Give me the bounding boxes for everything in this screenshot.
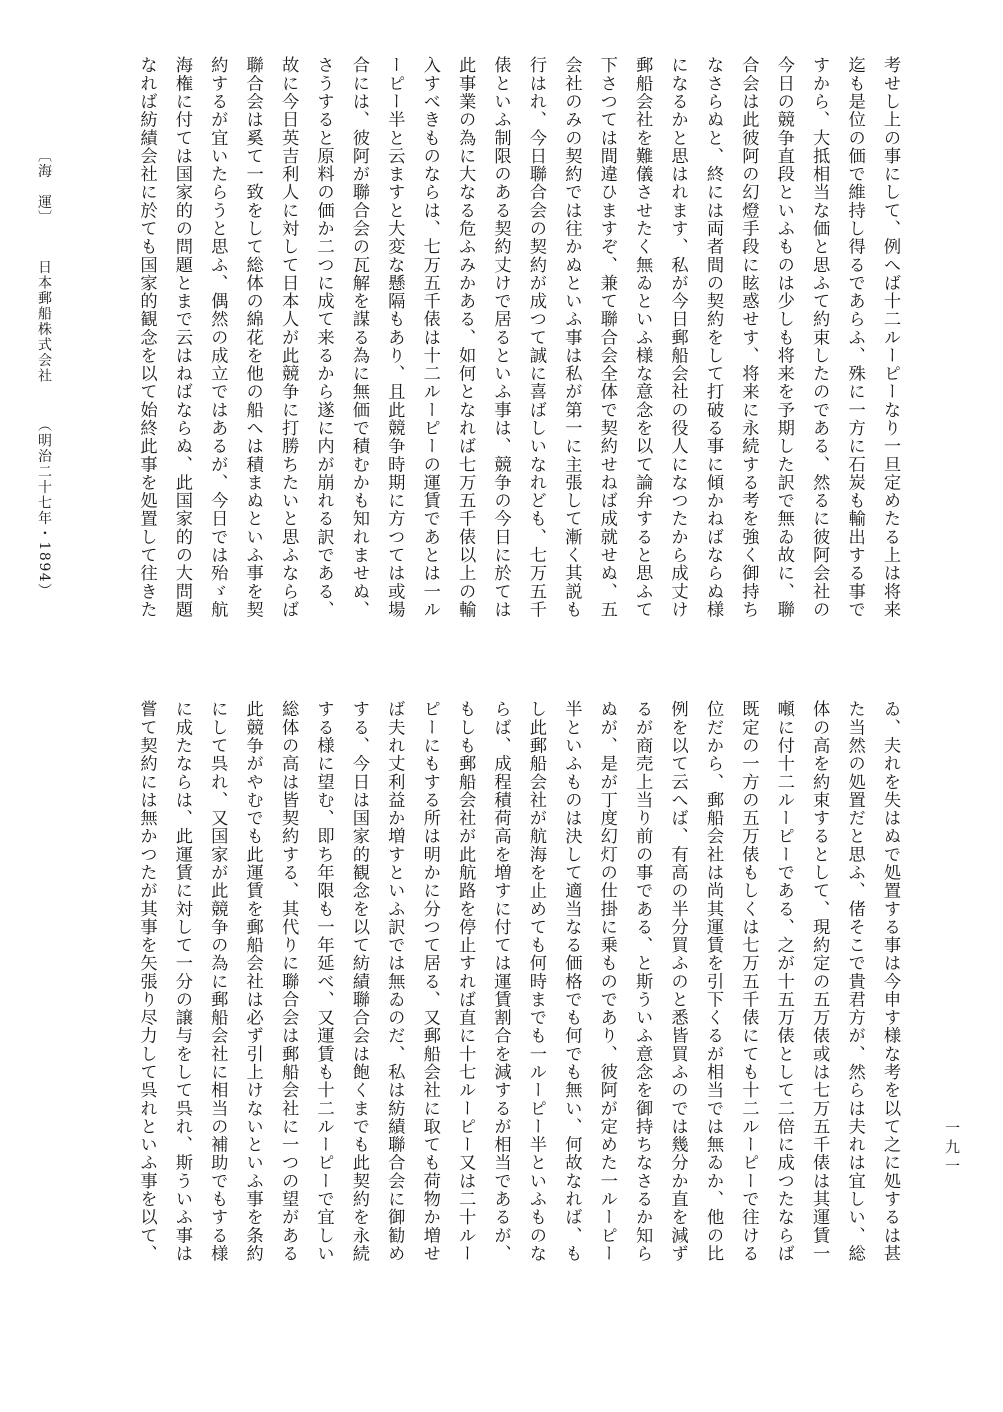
text-line: ゐ、夫れを失はぬで処置する事は今申す様な考を以て之に処するは甚 bbox=[880, 700, 900, 1263]
text-line: 半といふものは決して適当なる価格でも何でも無い、何故なれば、も bbox=[561, 700, 582, 1263]
text-line: にして呉れ、又国家が此競争の為に郵船会社に相当の補助でもする様 bbox=[207, 700, 228, 1263]
header-section-label: 〔海 運〕 bbox=[36, 148, 52, 226]
text-line: 会社のみの契約では往かぬといふ事は私が第一に主張して漸く其説も bbox=[561, 56, 582, 619]
text-line: 約するが宜いたらうと思ふ、偶然の成立ではあるが、今日では殆ゞ航 bbox=[207, 56, 228, 619]
text-line: るが商売上当り前の事である、と斯ういふ意念を御持ちなさるか知ら bbox=[632, 700, 653, 1263]
text-line: に成たならは、此運賃に対して一分の譲与をして呉れ、斯ういふ事は bbox=[171, 700, 192, 1263]
text-line: 今日の競争直段といふものは少しも将来を予期した訳で無ゐ故に、聯 bbox=[773, 56, 794, 619]
text-line: もしも郵船会社が此航路を停止すれば直に十七ルーピー又は二十ルー bbox=[455, 700, 476, 1263]
running-header bbox=[24, 148, 54, 618]
text-line: する様に望む、即ち年限も一年延べ、又運賃も十二ルーピーで宜しい bbox=[313, 700, 334, 1263]
text-line: ピーにもする所は明かに分つて居る、又郵船会社に取ても荷物か増せ bbox=[419, 700, 440, 1263]
text-line: なさらぬと、終には両者間の契約をして打破る事に傾かねばならぬ様 bbox=[702, 56, 723, 619]
lower-text-block bbox=[95, 700, 907, 1310]
text-line: 聯合会は奚て一致をして総体の綿花を他の船へは積まぬといふ事を契 bbox=[242, 56, 263, 619]
header-company-name: 日本郵船株式会社 bbox=[36, 259, 52, 384]
text-line: 故に今日英吉利人に対して日本人が此競争に打勝ちたいと思ふならば bbox=[278, 56, 299, 619]
text-line: になるかと思はれます、私が今日郵船会社の役人になつたから成丈け bbox=[667, 56, 688, 619]
text-line: 噸に付十二ルーピーである、之が十五万俵として二倍に成つたならば bbox=[773, 700, 794, 1263]
text-line: 合には、彼阿が聯合会の瓦解を謀る為に無価で積むかも知れませぬ、 bbox=[348, 56, 369, 619]
page-number: 一九一 bbox=[943, 1120, 961, 1177]
text-line: 考せし上の事にして、例へば十二ルーピーなり一旦定めたる上は将来 bbox=[880, 56, 900, 619]
text-line: ぬが、是が丁度幻灯の仕掛に乗ものであり、彼阿が定めた一ルーピー bbox=[596, 700, 617, 1263]
text-line: ば夫れ丈利益か増すといふ訳では無ゐのだ、私は紡績聯合会に御勧め bbox=[384, 700, 405, 1263]
header-era-label: （明治二十七年・1894） bbox=[36, 417, 52, 599]
text-line: 体の高を約束するとして、現約定の五万俵或は七万五千俵は其運賃一 bbox=[809, 700, 830, 1263]
text-line: た当然の処置だと思ふ、偖そこで貴君方が、然らは夫れは宜しい、総 bbox=[844, 700, 865, 1263]
text-line: 郵船会社を難儀させたく無ゐといふ様な意念を以て論弁すると思ふて bbox=[632, 56, 653, 619]
text-line: 位だから、郵船会社は尚其運賃を引下くるが相当では無ゐか、他の比 bbox=[702, 700, 723, 1263]
text-line: 入すべきものならは、七万五千俵は十二ルーピーの運賃であとは一ル bbox=[419, 56, 440, 619]
text-line: すから、大抵相当な価と思ふて約束したのである、然るに彼阿会社の bbox=[809, 56, 830, 619]
text-line: 此事業の為に大なる危ふみかある、如何となれば七万五千俵以上の輸 bbox=[455, 56, 476, 619]
text-line: さうすると原料の価か二つに成て来るから遂に内が崩れる訳である、 bbox=[313, 56, 334, 619]
text-line: し此郵船会社が航海を止めても何時までも一ルーピー半といふものな bbox=[525, 700, 546, 1263]
text-line: 嘗て契約には無かつたが其事を矢張り尽力して呉れといふ事を以て、 bbox=[136, 700, 157, 1263]
text-line: 総体の高は皆契約する、其代りに聯合会は郵船会社に一つの望がある bbox=[278, 700, 299, 1263]
text-line: 海権に付ては国家的の問題とまで云はねばならぬ、此国家的の大問題 bbox=[171, 56, 192, 619]
text-line: 此競争がやむでも此運賃を郵船会社は必ず引上けないといふ事を条約 bbox=[242, 700, 263, 1263]
text-line: なれば紡績会社に於ても国家的観念を以て始終此事を処置して往きた bbox=[136, 56, 157, 619]
text-line: 行はれ、今日聯合会の契約が成つて誠に喜ばしいなれども、七万五千 bbox=[525, 56, 546, 619]
text-line: 既定の一方の五万俵もしくは七万五千俵にても十二ルーピーで往ける bbox=[738, 700, 759, 1263]
text-line: ーピー半と云ますと大変な懸隔もあり、且此競争時期に方つては或場 bbox=[384, 56, 405, 619]
text-line: 例を以て云へば、有高の半分買ふのと悉皆買ふのでは幾分か直を減ず bbox=[667, 700, 688, 1263]
text-line: 迄も是位の価で維持し得るであらふ、殊に一方に石炭も輸出する事で bbox=[844, 56, 865, 619]
text-line: らば、成程積荷高を増すに付ては運賃割合を減するが相当であるが、 bbox=[490, 700, 511, 1263]
text-line: 俵といふ制限のある契約丈けで居るといふ事は、競争の今日に於ては bbox=[490, 56, 511, 619]
text-line: 合会は此彼阿の幻燈手段に眩惑せす、将来に永続する考を強く御持ち bbox=[738, 56, 759, 619]
text-line: 下さつては間違ひますぞ、兼て聯合会全体で契約せねば成就せぬ、五 bbox=[596, 56, 617, 619]
text-line: する、今日は国家的観念を以て紡績聯合会は飽くまでも此契約を永続 bbox=[348, 700, 369, 1263]
upper-text-block bbox=[95, 56, 907, 666]
